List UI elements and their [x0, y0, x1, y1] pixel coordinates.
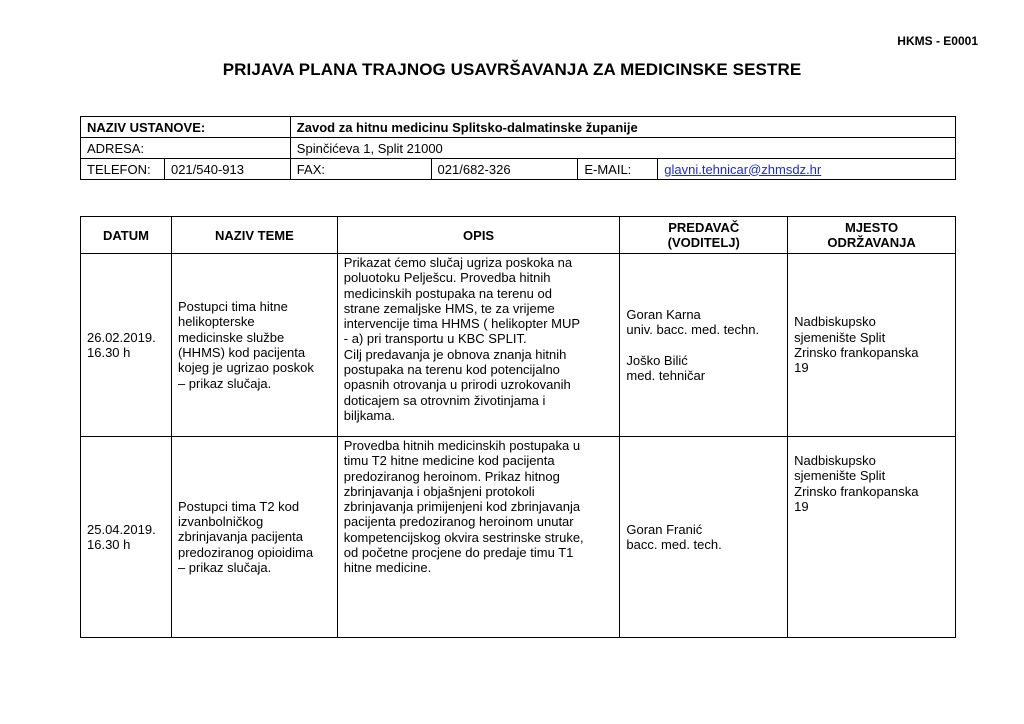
header-lecturer: PREDAVAČ (VODITELJ) [620, 217, 788, 254]
address-row [81, 138, 956, 159]
plan-row [81, 254, 956, 437]
institution-value: Zavod za hitnu medicinu Splitsko-dalmatinske županije [290, 117, 955, 138]
fax-label: FAX: [290, 159, 431, 180]
row-description: Provedba hitnih medicinskih postupaka u timu T2 hitne medicine kod pacijenta predoziranog heroinom. Prikaz hitnog zbrinjavanja i objašnjeni protokoli zbrinjavanja primijenjeni kod zbrinjavanja pacijenta predoziranog heroinom unutar kompetencijskog okvira sestrinske struke, od početne procjene do predaje timu T1 hitne medicine. [337, 437, 620, 638]
header-date: DATUM [81, 217, 172, 254]
institution-label: NAZIV USTANOVE: [81, 117, 291, 138]
plan-row [81, 437, 956, 638]
row-topic: Postupci tima T2 kod izvanbolničkog zbrinjavanja pacijenta predoziranog opioidima – prikaz slučaja. [171, 437, 337, 638]
page-title: PRIJAVA PLANA TRAJNOG USAVRŠAVANJA ZA MEDICINSKE SESTRE [222, 60, 802, 79]
address-value: Spinčićeva 1, Split 21000 [290, 138, 955, 159]
email-link[interactable]: glavni.tehnicar@zhmsdz.hr [664, 161, 822, 177]
row-date: 26.02.2019. 16.30 h [81, 254, 172, 437]
header-topic: NAZIV TEME [171, 217, 337, 254]
institution-row [81, 117, 956, 138]
email-cell [658, 159, 956, 180]
education-plan-table [80, 216, 956, 638]
row-date: 25.04.2019. 16.30 h [81, 437, 172, 638]
email-label: E-MAIL: [578, 159, 658, 180]
header-description: OPIS [337, 217, 620, 254]
phone-label: TELEFON: [81, 159, 165, 180]
row-lecturer: Goran Karna univ. bacc. med. techn. Joško Bilić med. tehničar [620, 254, 788, 437]
row-description: Prikazat ćemo slučaj ugriza poskoka na poluotoku Pelješcu. Provedba hitnih medicinskih postupaka na terenu od strane zemaljske HMS, te za vrijeme intervencije tima HHMS ( helikopter MUP - a) pri transportu u KBC SPLIT. Cilj predavanja je obnova znanja hitnih postupaka na terenu kod potencijalno opasnih otrovanja u prirodi uzrokovanih doticajem sa otrovnim životinjama i biljkama. [337, 254, 620, 437]
row-location: Nadbiskupsko sjemenište Split Zrinsko frankopanska 19 [788, 437, 956, 638]
header-location: MJESTO ODRŽAVANJA [788, 217, 956, 254]
address-label: ADRESA: [81, 138, 291, 159]
contact-row [81, 159, 956, 180]
row-location: Nadbiskupsko sjemenište Split Zrinsko frankopanska 19 [788, 254, 956, 437]
row-lecturer: Goran Franić bacc. med. tech. [620, 437, 788, 638]
fax-value: 021/682-326 [431, 159, 578, 180]
plan-header-row [81, 217, 956, 254]
phone-value: 021/540-913 [164, 159, 290, 180]
institution-info-table [80, 116, 956, 180]
document-code: HKMS - E0001 [897, 34, 978, 48]
row-topic: Postupci tima hitne helikopterske medicinske službe (HHMS) kod pacijenta kojeg je ugrizao poskok – prikaz slučaja. [171, 254, 337, 437]
